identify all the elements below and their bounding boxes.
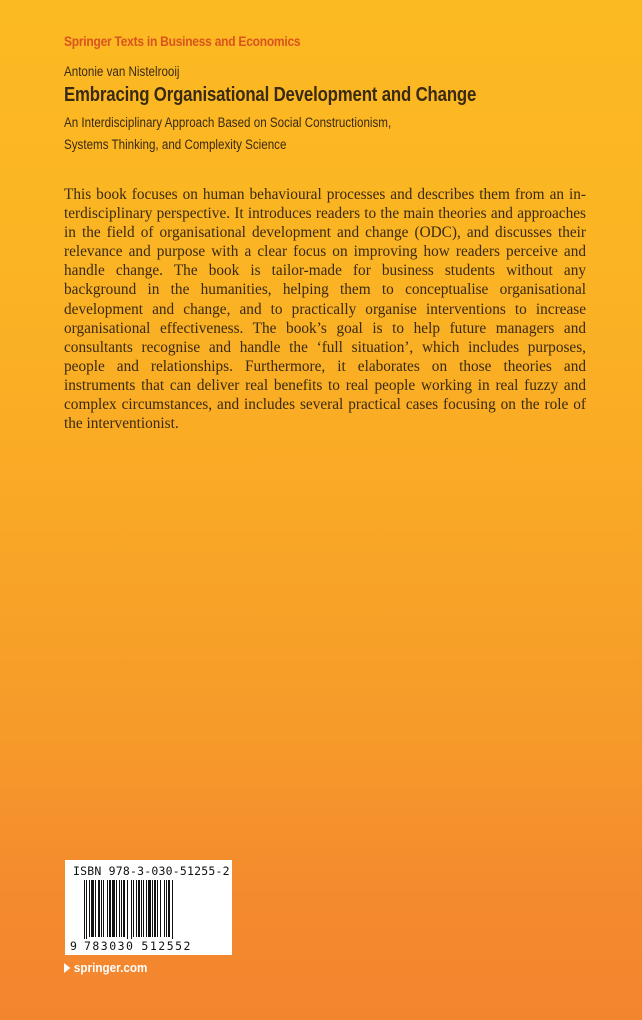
subtitle-line-1: An Interdisciplinary Approach Based on Social Constructionism, <box>64 115 392 130</box>
series-name: Springer Texts in Business and Economics <box>64 33 301 49</box>
isbn-barcode <box>65 860 232 955</box>
isbn-label: ISBN 978-3-030-51255-2 <box>73 864 230 878</box>
ean-right-group: 512552 <box>141 939 192 953</box>
book-title: Embracing Organisational Development and Change <box>64 84 477 106</box>
book-description: This book focuses on human behavioural processes and describes them from an interdisciplinary perspective. It introduces readers to the main theories and approaches in the field of organisational development and change (ODC), and discusses their relevance and purpose with a clear focus on improving how readers perceive and handle change. The book is tailor-made for business students without any background in the humanities, helping them to conceptualise organisational development and change, and to practically organise interventions to increase organisational effectiveness. The book’s goal is to help future managers and consultants recognise and handle the ‘full situation’, which includes purposes, people and relationships. Furthermore, it elaborates on those theories and instruments that can deliver real benefits to real people working in real fuzzy and complex circumstances, and includes several practical cases focusing on the role of the interventionist. <box>64 186 586 433</box>
subtitle-line-2: Systems Thinking, and Complexity Science <box>64 137 287 152</box>
ean-first-digit: 9 <box>70 939 77 953</box>
barcode-bars-icon <box>84 880 224 942</box>
springer-link-text: springer.com <box>73 960 148 975</box>
springer-link[interactable] <box>64 960 147 975</box>
ean-digits <box>70 939 192 953</box>
triangle-right-icon <box>64 963 70 973</box>
book-subtitle <box>64 112 391 156</box>
author-name: Antonie van Nistelrooij <box>64 64 180 79</box>
ean-left-group: 783030 <box>83 939 135 953</box>
